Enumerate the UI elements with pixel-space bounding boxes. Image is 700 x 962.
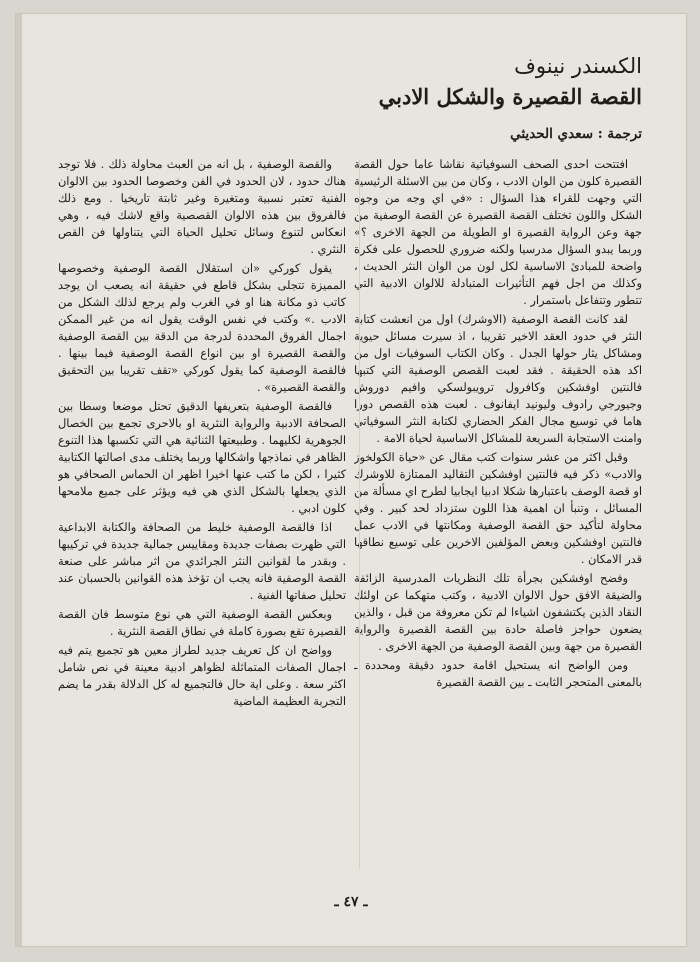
magazine-page (16, 14, 686, 946)
page-binding-edge (16, 14, 22, 946)
text-column-left (58, 156, 346, 872)
paragraph: وقبل اكثر من عشر سنوات كتب مقال عن «حياة الكولخوز والادب» ذكر فيه فالنتين اوفشكين التقاليد الممتازة للاوشرك او قصة الوصف باعتبارها شكلا ادبيا ايجابيا لطرح اي مسألة من المسائل ، وتنبأ ان اهمية هذا اللون ستزداد لحد كبير . وفي محاولة لتأكيد حق القصة الوصفية ومكانتها في الادب عمل فالنتين اوفشكين وبعض المؤلفين الاخرين على توسيع نطاقها قدر الامكان . (354, 451, 642, 566)
paragraph: وفضح اوفشكين بجرأة تلك النظريات المدرسية الزائفة والضيقة الافق حول الالوان الادبية ، وكتب متهكما عن اولئك النقاد الذين يكتشفون اشياءا لم تكن معروفة من قبل ، والذين يضعون حواجز فاصلة حادة بين القصة القصيرة والرواية القصيرة من جهة وبين القصة الوصفية من الجهة الاخرى . (354, 572, 642, 653)
column-divider (359, 160, 360, 868)
paragraph: وواضح ان كل تعريف جديد لطراز معين هو تجميع يتم فيه اجمال الصفات المتماثلة لظواهر ادبية معينة في نص شامل اكثر سعة . وعلى اية حال فالتجميع له كل الدلالة بقدر ما يضم التجربة العظيمة الماضية (58, 644, 346, 708)
paragraph: فالقصة الوصفية بتعريفها الدقيق تحتل موضعا وسطا بين الصحافة الادبية والرواية النثرية او بالاحرى تجمع بين الخصال الجوهرية لكليهما . وطبيعتها الثنائية هي التي تكسبها هذا التنوع الظاهر في نماذجها واشكالها وربما يختلف مدى اصالتها الكتابية كثيرا ، لكن ما كتب عنها اخيرا اظهر ان الحماس الصحافي هو الذي يجعلها بالشكل الذي هي فيه ويؤثر على جميع ملامحها كلون ادبي . (58, 400, 346, 515)
article-author: الكسندر نينوف (514, 54, 642, 78)
paragraph: يقول كوركي «ان استقلال القصة الوصفية وخصوصها المميزة تتجلى بشكل قاطع في حقيقة انه يصعب ان يوجد كاتب ذو مكانة هنا او في الغرب ولم يرجع لذلك الشكل من الادب .» وكتب في نفس الوقت يقول انه من غير الممكن اجمال الفروق المحددة لدرجة من الدقة بين القصة الوصفية والقصة القصيرة او بين انواع القصة الوصفية فيما بينها . فالقصة الوصفية كما يقول كوركي «تقف تقريبا بين التحقيق والقصة القصيرة» . (58, 262, 346, 394)
text-column-right (354, 156, 642, 872)
paragraph: افتتحت احدى الصحف السوفياتية نقاشا عاما حول القصة القصيرة كلون من الوان الادب ، وكان من بين الاسئلة الرئيسية التي وجهت للقراء هذا السؤال : «في اي وجه من وجوه الشكل واللون تختلف القصة القصيرة عن القصة الوصفية من جهة وعن الرواية القصيرة او الطويلة من الجهة الاخرى ؟» وربما يبدو السؤال مدرسيا ولكنه ضروري للحصول على فكرة واضحة للمبادئ الاساسية لكل لون من الوان النثر الحديث ، وكذلك من اجل فهم التأثيرات المتبادلة للالوان الادبية التي تتطور وتتفاعل باستمرار . (354, 158, 642, 307)
paragraph: اذا فالقصة الوصفية خليط من الصحافة والكتابة الابداعية التي ظهرت بصفات جديدة ومقاييس جمالية جديدة في تركيبها . وبقدر ما لقوانين النثر الجرائدي من اثر مباشر على صنعة القصة الوصفية فانه يجب ان تؤخذ هذه القوانين بالحسبان عند تحليل صفاتها الفنية . (58, 521, 346, 602)
article-title: القصة القصيرة والشكل الادبي (378, 84, 642, 109)
paragraph: ومن الواضح انه يستحيل اقامة حدود دقيقة ومحددة ـ بالمعنى المتحجر الثابت ـ بين القصة القصيرة (354, 659, 642, 689)
paragraph: والقصة الوصفية ، بل انه من العبث محاولة ذلك . فلا توجد هناك حدود ، لان الحدود في الفن وخصوصا الحدود بين الالوان الفنية تعتبر نسبية ومتغيرة وغير ثابتة تاريخيا . ومع ذلك فالفروق بين هذه الالوان القصصية واقع لاشك فيه ، وهي انعكاس لتنوع وسائل تحليل الحياة التي يتناولها فن القص النثري . (58, 158, 346, 256)
page-number: ـ ٤٧ ـ (334, 894, 368, 910)
article-translator: ترجمة : سعدي الحديثي (510, 126, 642, 142)
paragraph: لقد كانت القصة الوصفية (الاوشرك) اول من انعشت كتابة النثر في حدود العقد الاخير تقريبا ، اذ سيرت مسائل حيوية ومشاكل يثار حولها الجدل . وكان الكتاب السوفيات اول من اكد هذه الحقيقة . فقد لعبت القصص الوصفية التي كتبها فالنتين اوفشكين وكافرول ترويبولسكي وافيم دوروش وجيورجي رادوف وليونيد ايفانوف . لعبت هذه القصص دورا هاما في توسيع مجال الفكر الحضاري لكتابة النثر السوفياتي وامنت الاستجابة السريعة للمشاكل الاساسية لحياة الامة . (354, 313, 642, 445)
paragraph: وبعكس القصة الوصفية التي هي نوع متوسط فان القصة القصيرة تقع بصورة كاملة في نطاق القصة النثرية . (58, 608, 346, 638)
